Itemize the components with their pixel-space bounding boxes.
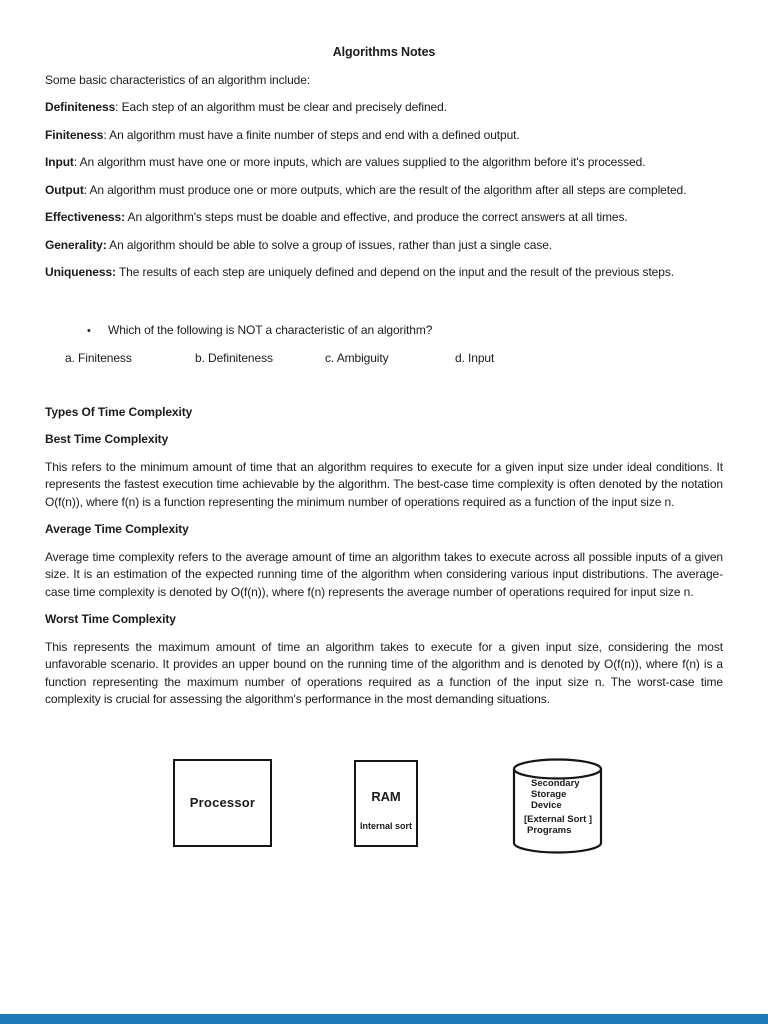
external-sort-label xyxy=(524,814,592,836)
characteristic-term: Finiteness xyxy=(45,127,104,142)
spacer xyxy=(45,292,723,322)
characteristic-output xyxy=(45,182,723,200)
characteristic-definiteness xyxy=(45,99,723,117)
processor-box xyxy=(173,759,272,847)
characteristic-text: : An algorithm must produce one or more outputs, which are the result of the algorithm after all steps are completed. xyxy=(83,182,687,197)
characteristic-text: : An algorithm must have one or more inputs, which are values supplied to the algorithm before it's processed. xyxy=(73,155,646,169)
question-line xyxy=(45,322,723,341)
intro-paragraph: Some basic characteristics of an algorithm include: xyxy=(45,72,311,87)
characteristic-finiteness xyxy=(45,127,723,145)
section-heading-best: Best Time Complexity xyxy=(45,432,169,446)
secondary-storage-label xyxy=(531,778,580,811)
answer-option-c: c. Ambiguity xyxy=(325,351,389,365)
storage-label-line: Device xyxy=(531,799,562,811)
characteristic-text: : Each step of an algorithm must be clear and precisely defined. xyxy=(115,100,447,114)
document-title: Algorithms Notes xyxy=(332,45,436,59)
answer-option-a: a. Finiteness xyxy=(65,351,132,365)
external-sort-line: [External Sort ] xyxy=(524,813,593,825)
processor-label: Processor xyxy=(189,794,256,810)
characteristic-text: An algorithm's steps must be doable and effective, and produce the correct answers at all times. xyxy=(124,210,628,224)
internal-sort-label: Internal sort xyxy=(359,821,412,831)
section-heading-average: Average Time Complexity xyxy=(45,522,189,536)
characteristic-term: Output xyxy=(45,182,84,197)
section-body-worst: This represents the maximum amount of time an algorithm takes to execute for a given input size, considering the most unfavorable scenario. It provides an upper bound on the running time of the algorithm and is denoted by O(f(n)), where f(n) is a function representing the maximum number of operations required as a function of the input size n. The worst-case time complexity is crucial for assessing the algorithm's performance in the most demanding situations. xyxy=(45,639,723,706)
question-text: Which of the following is NOT a characteristic of an algorithm? xyxy=(108,322,433,337)
bullet-icon: • xyxy=(87,324,91,337)
characteristic-text: The results of each step are uniquely defined and depend on the input and the result of the previous steps. xyxy=(115,265,674,279)
characteristic-text: An algorithm should be able to solve a group of issues, rather than just a single case. xyxy=(106,237,553,252)
spacer xyxy=(45,378,723,404)
characteristic-term: Effectiveness: xyxy=(45,210,125,224)
ram-label: RAM xyxy=(371,788,401,804)
characteristic-text: : An algorithm must have a finite number of steps and end with a defined output. xyxy=(103,127,520,142)
secondary-storage-cylinder xyxy=(512,758,603,856)
characteristic-input xyxy=(45,154,723,172)
answer-option-d: d. Input xyxy=(455,351,495,365)
spacer xyxy=(45,719,723,757)
sorting-hardware-diagram xyxy=(45,757,723,857)
characteristic-term: Uniqueness: xyxy=(45,265,116,279)
ram-box xyxy=(354,760,418,847)
section-heading-worst: Worst Time Complexity xyxy=(45,612,176,626)
answer-options-row xyxy=(65,350,723,368)
answer-option-b: b. Definiteness xyxy=(195,351,273,365)
characteristic-term: Generality: xyxy=(45,237,107,252)
section-body-best: This refers to the minimum amount of time that an algorithm requires to execute for a given input size under ideal conditions. It represents the fastest execution time achievable by the algorithm. The best-case time complexity is often denoted by the notation O(f(n)), where f(n) is a function representing the minimum number of operations required as a function of the input size n. xyxy=(45,459,723,509)
characteristic-term: Input xyxy=(45,155,74,169)
section-body-average: Average time complexity refers to the average amount of time an algorithm takes to execute across all possible inputs of a given size. It is an estimation of the expected running time of the algorithm when considering various input distributions. The average-case time complexity is denoted by O(f(n)), where f(n) represents the average number of operations required for input size n. xyxy=(45,549,723,599)
storage-label-line: Storage xyxy=(531,788,567,800)
viewer-footer-bar xyxy=(0,1014,768,1024)
characteristic-generality xyxy=(45,237,723,255)
characteristic-uniqueness xyxy=(45,264,723,282)
programs-line: Programs xyxy=(527,824,572,836)
section-heading-types: Types Of Time Complexity xyxy=(45,404,193,419)
characteristic-term: Definiteness xyxy=(45,100,116,114)
storage-label-line: Secondary xyxy=(531,777,580,789)
characteristic-effectiveness xyxy=(45,209,723,227)
